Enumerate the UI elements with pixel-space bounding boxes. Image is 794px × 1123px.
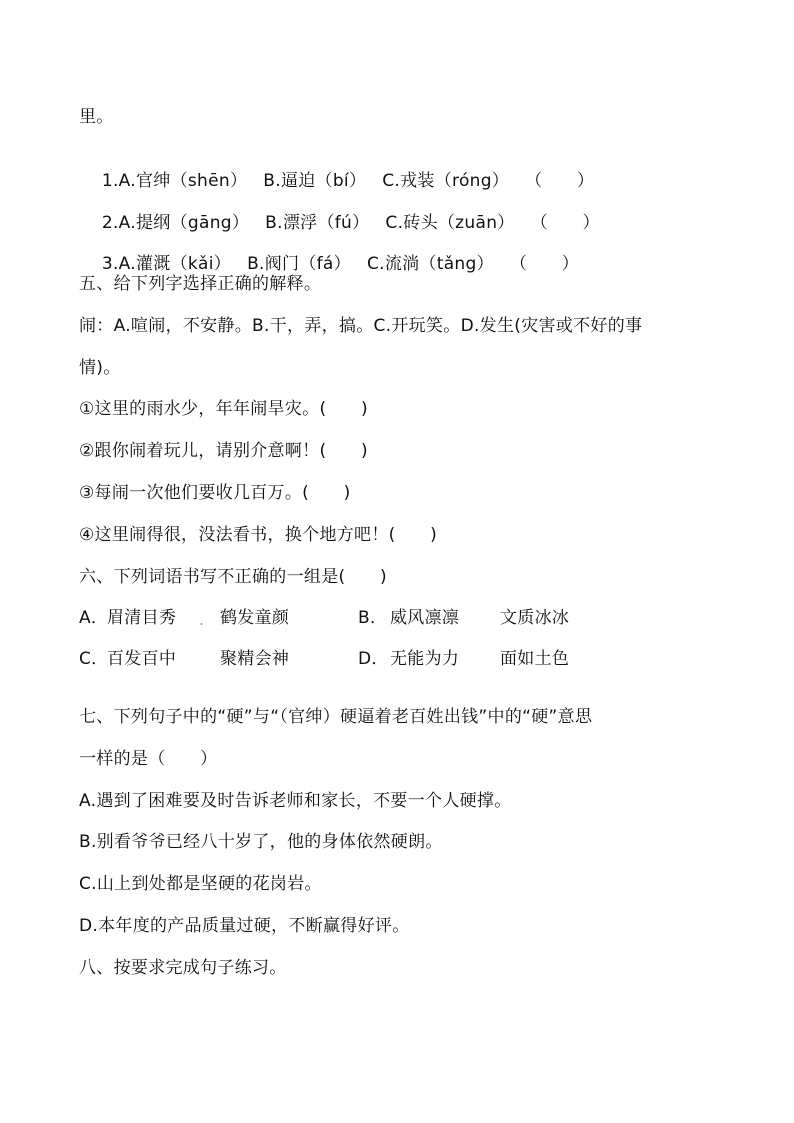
section-7-option-d: D.本年度的产品质量过硬，不断赢得好评。 xyxy=(79,916,410,936)
option-c: C.戎装（róng） xyxy=(382,171,510,191)
option-a-word-2: 鹤发童颜 xyxy=(220,608,290,628)
answer-blank: （ ） xyxy=(525,171,595,191)
section-7-option-c: C.山上到处都是坚硬的花岗岩。 xyxy=(79,874,322,894)
option-b-word-2: 文质冰冰 xyxy=(500,608,570,628)
option-label-d: D． xyxy=(358,649,389,669)
option-label-b: B． xyxy=(358,608,388,628)
section-5-item-4: ④这里闹得很，没法看书，换个地方吧！( ) xyxy=(79,525,438,545)
option-b: B.阀门（fá） xyxy=(247,254,351,274)
emphasis-dot: . xyxy=(199,610,205,629)
item-number: 3. xyxy=(101,254,119,274)
option-c: C.砖头（zuān） xyxy=(385,213,515,233)
answer-blank: （ ） xyxy=(509,254,580,274)
option-c-word-2: 聚精会神 xyxy=(220,649,290,669)
section-5-title: 五、给下列字选择正确的解释。 xyxy=(79,274,322,294)
option-d-word-1: 无能为力 xyxy=(390,649,460,669)
option-c: C.流淌（tǎng） xyxy=(366,254,494,274)
option-b-word-1: 威风凛凛 xyxy=(390,608,460,628)
definitions-line-2: 情)。 xyxy=(79,358,121,378)
answer-blank: （ ） xyxy=(530,213,600,233)
item-number: 2. xyxy=(101,213,119,233)
definitions-line-1: 闹：A.喧闹，不安静。B.干，弄，搞。C.开玩笑。D.发生(灾害或不好的事 xyxy=(79,316,643,336)
option-a: A.提纲（gāng） xyxy=(118,213,250,233)
section-5-item-2: ②跟你闹着玩儿，请别介意啊！( ) xyxy=(79,441,368,461)
section-8-title: 八、按要求完成句子练习。 xyxy=(79,958,287,978)
option-label-c: C． xyxy=(79,649,109,669)
option-a: A.灌溉（kǎi） xyxy=(118,254,232,274)
option-b: B.漂浮（fú） xyxy=(265,213,370,233)
intro-tail: 里。 xyxy=(79,107,114,127)
section-7-option-a: A.遇到了困难要及时告诉老师和家长，不要一个人硬撑。 xyxy=(79,791,512,811)
option-label-a: A． xyxy=(79,608,109,628)
section-7-option-b: B.别看爷爷已经八十岁了，他的身体依然硬朗。 xyxy=(79,832,443,852)
section-5-item-3: ③每闹一次他们要收几百万。( ) xyxy=(79,483,351,503)
section-7-title-line-1: 七、下列句子中的“硬”与“（官绅）硬逼着老百姓出钱”中的“硬”意思 xyxy=(79,707,593,727)
option-d-word-2: 面如土色 xyxy=(500,649,570,669)
option-a: A.官绅（shēn） xyxy=(118,171,248,191)
section-5-item-1: ①这里的雨水少，年年闹旱灾。( ) xyxy=(79,399,368,419)
item-number: 1. xyxy=(101,171,119,191)
option-c-word-1: 百发百中 xyxy=(107,649,177,669)
section-7-title-line-2: 一样的是（ ） xyxy=(79,749,218,769)
option-b: B.逼迫（bí） xyxy=(263,171,367,191)
option-a-word-1: 眉清目秀 xyxy=(107,608,177,628)
section-6-title: 六、下列词语书写不正确的一组是( ) xyxy=(79,567,387,587)
